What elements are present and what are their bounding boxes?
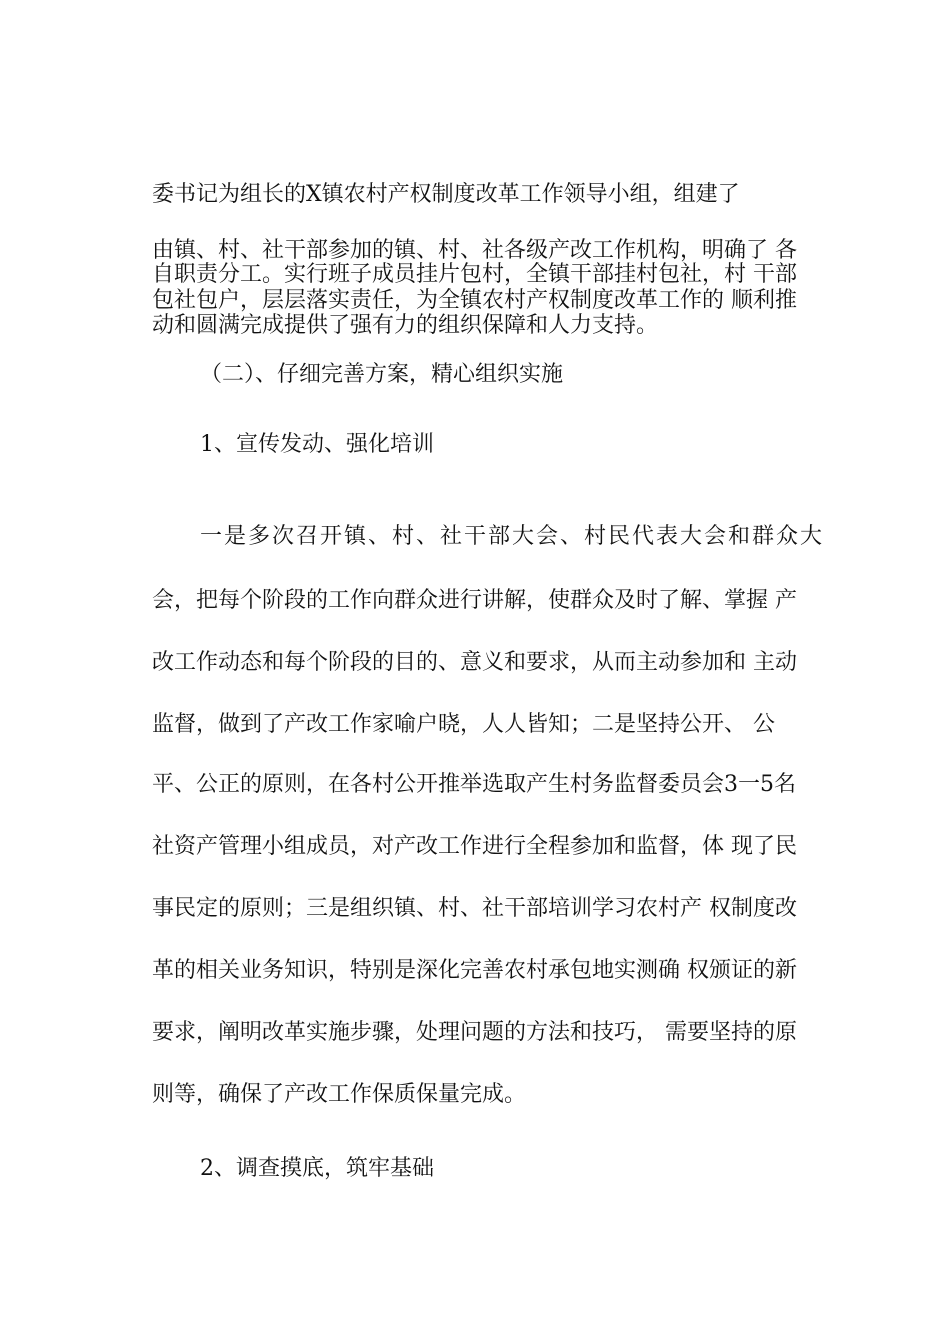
subheading-publicity-training: 1、宣传发动、强化培训 bbox=[200, 432, 434, 457]
intro-line-2: 由镇、村、社干部参加的镇、村、社各级产改工作机构，明确了 各 bbox=[152, 238, 797, 263]
intro-line-5: 动和圆满完成提供了强有力的组织保障和人力支持。 bbox=[152, 313, 659, 338]
body-line-8: 革的相关业务知识，特别是深化完善农村承包地实测确 权颁证的新 bbox=[152, 958, 797, 983]
subheading-survey-foundation: 2、调查摸底，筑牢基础 bbox=[200, 1156, 434, 1181]
body-line-6: 社资产管理小组成员，对产改工作进行全程参加和监督，体 现了民 bbox=[152, 834, 797, 859]
intro-line-1: 委书记为组长的X镇农村产权制度改革工作领导小组，组建了 bbox=[152, 182, 740, 207]
intro-line-3: 自职责分工。实行班子成员挂片包村，全镇干部挂村包社，村 干部 bbox=[152, 262, 797, 287]
body-line-9: 要求，阐明改革实施步骤，处理问题的方法和技巧， 需要坚持的原 bbox=[152, 1020, 797, 1045]
section-heading: （二）、仔细完善方案，精心组织实施 bbox=[200, 362, 564, 387]
body-line-2: 会，把每个阶段的工作向群众进行讲解，使群众及时了解、掌握 产 bbox=[152, 588, 797, 613]
body-line-1: 一是多次召开镇、村、社干部大会、村民代表大会和群众大 bbox=[200, 524, 825, 549]
body-line-10: 则等，确保了产改工作保质保量完成。 bbox=[152, 1082, 527, 1107]
body-line-7: 事民定的原则；三是组织镇、村、社干部培训学习农村产 权制度改 bbox=[152, 896, 797, 921]
body-line-3: 改工作动态和每个阶段的目的、意义和要求，从而主动参加和 主动 bbox=[152, 650, 797, 675]
intro-line-4: 包社包户，层层落实责任，为全镇农村产权制度改革工作的 顺利推 bbox=[152, 288, 797, 313]
body-line-5: 平、公正的原则，在各村公开推举选取产生村务监督委员会3一5名 bbox=[152, 772, 796, 797]
body-line-4: 监督，做到了产改工作家喻户晓，人人皆知；二是坚持公开、 公 bbox=[152, 712, 775, 737]
